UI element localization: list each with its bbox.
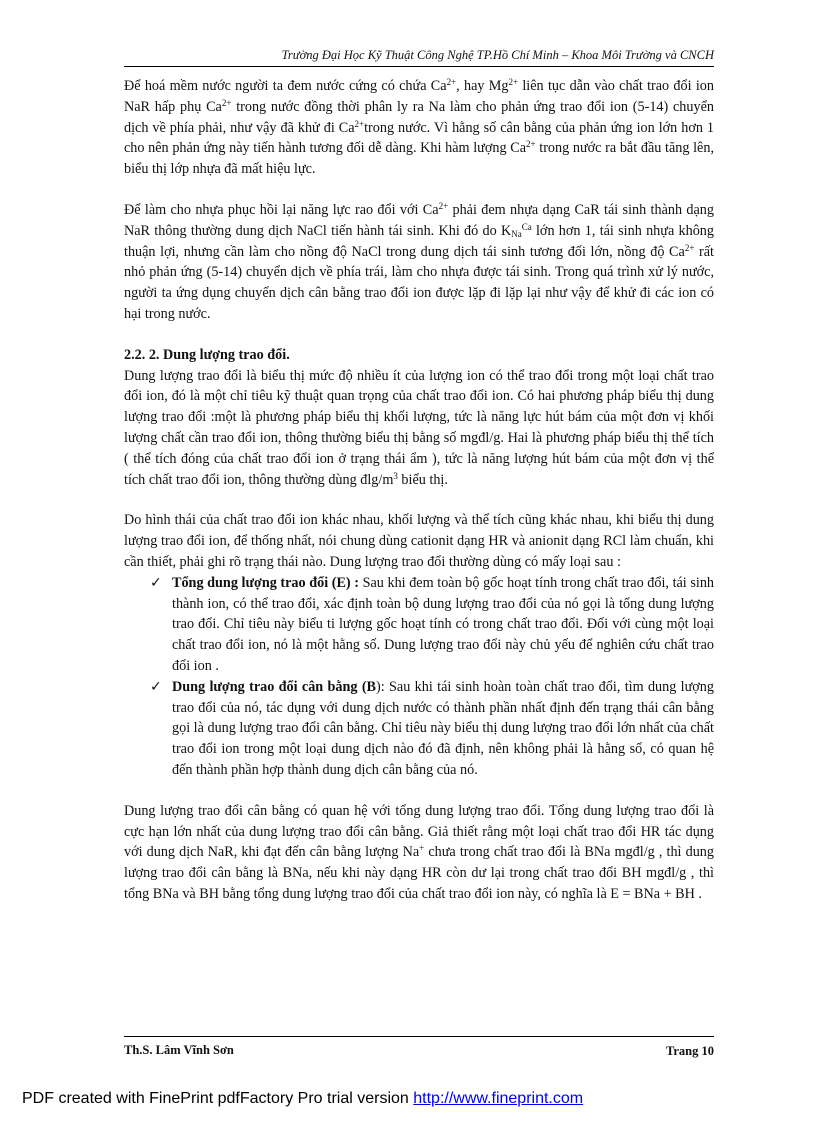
- document-body: [124, 76, 714, 925]
- paragraph-regeneration: Để làm cho nhựa phục hồi lại năng lực rao đổi với $Ca^{2+}$ phải đem nhựa dạng CaR tái sinh thành dạng NaR thông thường dung dịch NaCl tiến hành tái sinh. Khi đó do $K_{Na}^{Ca}$ lớn hơn 1, tái sinh nhựa không thuận lợi, nhưng cần làm cho nồng độ NaCl trong dung dịch tái sinh tương đối lớn, nồng độ $Ca^{2+}$ rất nhỏ phản ứng (5-14) chuyển dịch về phía trái, làm cho nhựa được tái sinh. Trong quá trình xử lý nước, người ta ứng dụng chuyển dịch cân bằng trao đổi ion được lặp đi lặp lại như vậy để khử đi các ion có hại trong nước.: [124, 201, 714, 322]
- pdf-notice-text: PDF created with FinePrint pdfFactory Pro trial version: [22, 1090, 414, 1107]
- paragraph-capacity-relation: Dung lượng trao đổi cân bằng có quan hệ với tổng dung lượng trao đổi. Tổng dung lượng trao đổi là cực hạn lớn nhất của dung lượng trao đổi cân bằng. Giả thiết rằng một loại chất trao đổi HR tác dụng với dung dịch NaR, khi đạt đến cân bằng lượng Na+ chưa trong chất trao đổi là BNa mgđl/g , thì dung lượng trao đổi cân bằng là BNa, nếu khi này dạng HR còn dư lại trong chất trao đổi BH mgđl/g , thì tổng BNa và BH bằng tổng dung lượng trao đổi của chất trao đổi ion này, có nghĩa là E = BNa + BH .: [124, 802, 714, 902]
- pdf-notice: [22, 1090, 583, 1108]
- paragraph-capacity-definition: Dung lượng trao đổi là biểu thị mức độ nhiều ít của lượng ion có thể trao đổi trong một loại chất trao đổi ion, đó là một chỉ tiêu kỹ thuật quan trọng của chất trao đổi ion. Có hai phương pháp biểu thị dung lượng trao đổi :một là phương pháp biểu thị khối lượng, tức là năng lực hút bám của một đơn vị khối lượng chất cần trao đổi ion, thông thường biểu thị bằng số mgđl/g. Hai là phương pháp biểu thị thể tích ( thể tích đóng của chất trao đổi ion ở trạng thái ẩm ), tức là năng lượng hút bám của một đơn vị thể tích chất trao đổi ion, thông thường dùng đlg/$m^3$ biểu thị.: [124, 367, 714, 488]
- paragraph-capacity-types: Do hình thái của chất trao đổi ion khác nhau, khối lượng và thể tích cũng khác nhau, khi biểu thị dung lượng trao đổi ion, để thống nhất, nói chung dùng cationit dạng HR và anionit dạng RCl làm chuẩn, khi cần thiết, phải ghi rõ trạng thái nào. Dung lượng trao đổi thường dùng có mấy loại sau :: [124, 512, 714, 570]
- page-footer: [124, 1036, 714, 1058]
- list-item-equilibrium-capacity: ✓ Dung lượng trao đổi cân bằng (B): Sau khi tái sinh hoàn toàn chất trao đổi, tìm dung lượng trao đổi của nó, tác dụng với dung dịch nước có thành phần nhất định đến trạng thái cân bằng gọi là dung lượng trao đổi cân bằng. Chỉ tiêu này biểu thị dung lượng trao đổi lớn nhất của chất trao đổi ion trong một loại dung dịch nào đó đã định, nên không phải là hằng số, có quan hệ đến thành phần hợp thành dung dịch cân bằng của nó.: [150, 678, 714, 778]
- checkmark-icon: ✓: [150, 574, 162, 591]
- paragraph-softening: Để hoá mềm nước người ta đem nước cứng có chứa $Ca^{2+}$, hay $Mg^{2+}$ liên tục dẫn vào chất trao đổi ion NaR hấp phụ $Ca^{2+}$ trong nước đồng thời phân ly ra Na làm cho phản ứng trao đổi ion (5-14) chuyển dịch về phía phải, như vậy đã khử đi $Ca^{2+}trong$ nước. Vì hằng số cân bằng của phản ứng ion lớn hơn 1 cho nên phản ứng này tiến hành tương đối dễ dàng. Khi hàm lượng $Ca^{2+}$ trong nước ra bắt đầu tăng lên, biểu thị lớp nhựa đã mất hiệu lực.: [124, 77, 714, 178]
- section-heading: 2.2. 2. Dung lượng trao đổi.: [124, 346, 290, 363]
- list-item-total-capacity: ✓ Tổng dung lượng trao đổi (E) : Sau khi đem toàn bộ gốc hoạt tính trong chất trao đổi, tái sinh thành ion, có thể trao đổi, xác định toàn bộ dung lượng trao đổi của nó gọi là tổng dung lượng trao đổi. Chỉ tiêu này biểu ti lượng gốc hoạt tính có trong chất trao đổi. Đối với cùng một loại chất trao đổi ion, nó là một hằng số. Dung lượng trao đổi này chủ yếu để nghiên cứu chất trao đổi ion .: [150, 574, 715, 674]
- capacity-type-list: [124, 573, 714, 781]
- footer-page-number: Trang 10: [665, 1044, 714, 1058]
- page-header: Trường Đại Học Kỹ Thuật Công Nghệ TP.Hồ Chí Minh – Khoa Môi Trường và CNCH: [124, 48, 714, 67]
- footer-author: Th.S. Lâm Vĩnh Sơn: [124, 1043, 234, 1057]
- checkmark-icon: ✓: [150, 678, 162, 695]
- fineprint-link[interactable]: http://www.fineprint.com: [413, 1090, 584, 1107]
